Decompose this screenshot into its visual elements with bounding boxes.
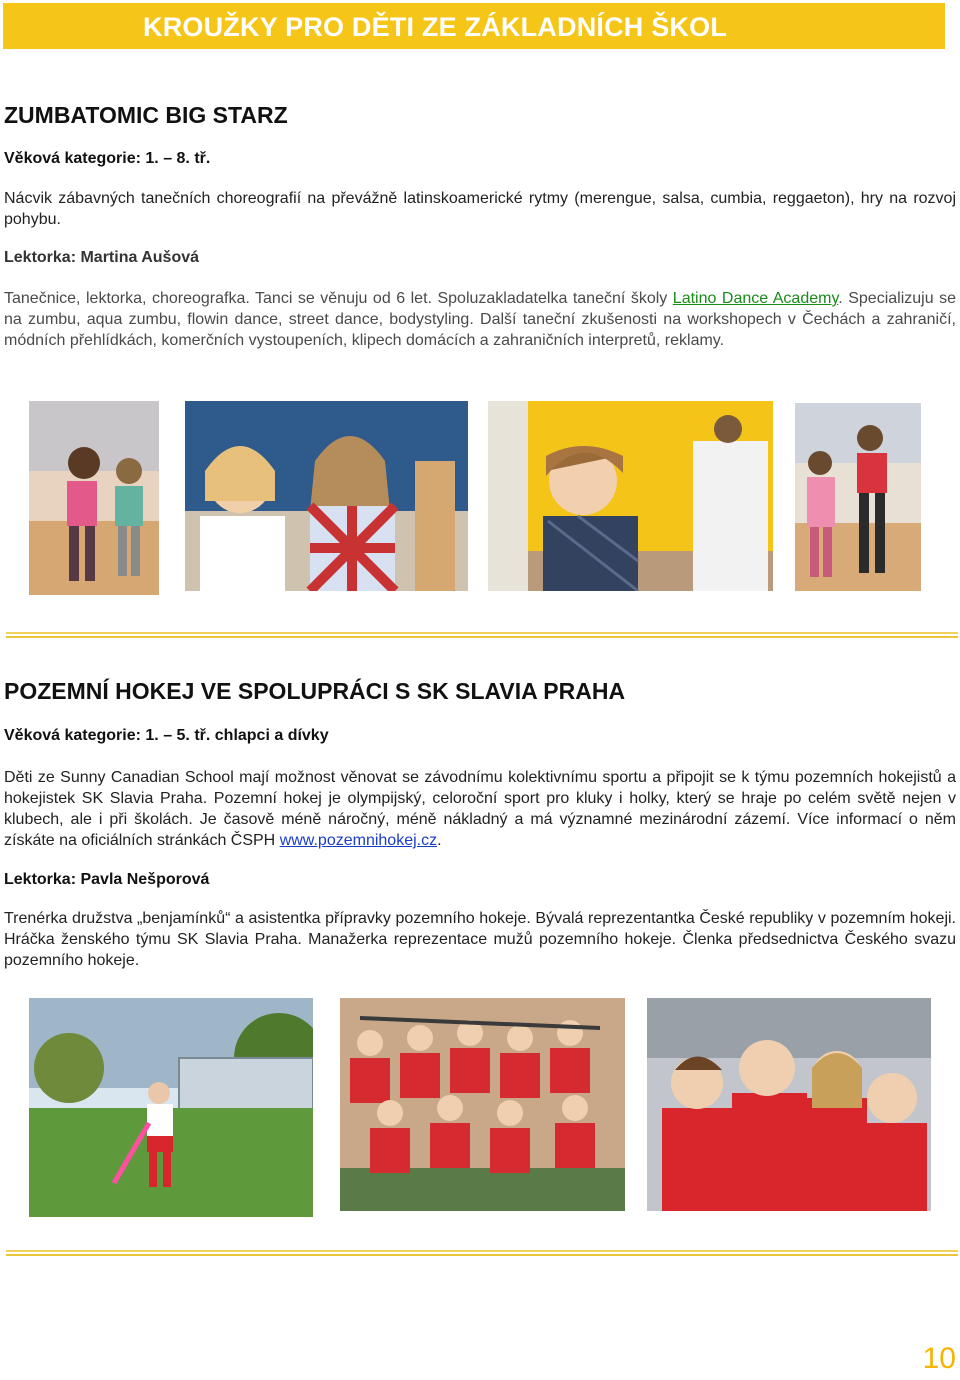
lecturer-hockey: Lektorka: Pavla Nešporová	[4, 871, 210, 888]
bio-zumba	[4, 288, 956, 351]
description-hockey-text: Děti ze Sunny Canadian School mají možnost věnovat se závodnímu kolektivnímu sportu a připojit se k týmu pozemních hokejistů a hokejistek SK Slavia Praha. Pozemní hokej je olympijský, celoroční sport pro kluky i holky, který se hraje po celém světě nejen v klubech, ale i při školách. Je časově méně náročný, méně nákladný a má významné mezinárodní zázemí. Více informací o něm získáte na oficiálních stránkách ČSPH	[4, 769, 956, 849]
header-banner	[3, 3, 945, 49]
section-title-zumba: ZUMBATOMIC BIG STARZ	[4, 102, 288, 128]
photo-hockey-2	[340, 998, 625, 1211]
section-title-hockey: POZEMNÍ HOKEJ VE SPOLUPRÁCI S SK SLAVIA PRAHA	[4, 678, 626, 704]
bio-zumba-text-1: Tanečnice, lektorka, choreografka. Tanci se věnuju od 6 let. Spoluzakladatelka taneční školy	[4, 290, 673, 307]
description-zumba: Nácvik zábavných tanečních choreografií na převážně latinskoamerické rytmy (merengue, salsa, cumbia, reggaeton), hry na rozvoj pohybu.	[4, 190, 956, 228]
bio-zumba-text-2: . Specializuju se na zumbu, aqua zumbu, flowin dance, street dance, bodystyling. Další taneční zkušenosti na workshopech v Čechách a zahraničí, módních přehlídkách, komerčních vystoupeních, klipech domácích a zahraničních interpretů, reklamy.	[4, 290, 957, 349]
description-hockey-end: .	[437, 832, 442, 849]
photo-zumba-3	[488, 401, 773, 591]
age-category-hockey: Věková kategorie: 1. – 5. tř. chlapci a dívky	[4, 727, 329, 744]
page-header-title: KROUŽKY PRO DĚTI ZE ZÁKLADNÍCH ŠKOL	[143, 12, 728, 42]
pozemnihokej-link[interactable]: www.pozemnihokej.cz	[279, 832, 438, 849]
lecturer-zumba: Lektorka: Martina Aušová	[4, 249, 200, 266]
age-category-zumba: Věková kategorie: 1. – 8. tř.	[4, 150, 211, 167]
photo-hockey-3	[647, 998, 931, 1211]
photo-zumba-2	[185, 401, 468, 591]
photo-zumba-4	[795, 403, 921, 591]
photo-zumba-1	[29, 401, 159, 595]
section-divider-1	[6, 632, 958, 639]
section-divider-2	[6, 1250, 958, 1257]
latino-dance-academy-link[interactable]: Latino Dance Academy	[672, 290, 839, 307]
photo-hockey-1	[29, 998, 313, 1217]
page-number: 10	[922, 1342, 956, 1375]
bio-hockey: Trenérka družstva „benjamínků“ a asistentka přípravky pozemního hokeje. Bývalá reprezentantka České republiky v pozemním hokeji. Hráčka ženského týmu SK Slavia Praha. Manažerka reprezentace mužů pozemního hokeje. Členka předsednictva Českého svazu pozemního hokeje.	[4, 910, 956, 969]
description-hockey	[4, 767, 956, 851]
